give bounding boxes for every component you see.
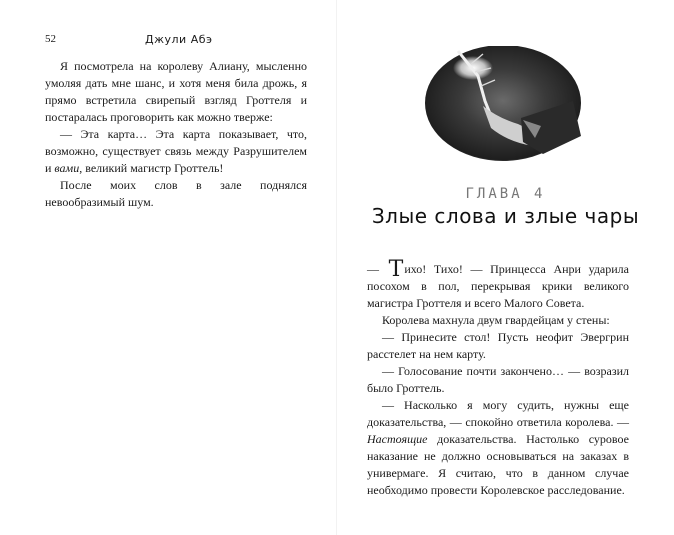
page-number: 52 — [45, 33, 56, 45]
emphasis-text: вами — [54, 161, 80, 175]
chapter-illustration — [423, 46, 583, 161]
paragraph-text: доказательства. Настолько суровое наказание не должно основываться на заказах в универмаге. Я считаю, что в данном случае необходимо провести Королевское расследование. — [367, 432, 629, 497]
paragraph — [367, 329, 629, 363]
paragraph — [367, 363, 629, 397]
first-paragraph-text: ихо! Тихо! — Принцесса Анри ударила посохом в пол, перекрывая крики великого магистра Гроттеля и всего Малого Совета. — [367, 262, 629, 310]
paragraph — [45, 177, 307, 211]
chapter-label: ГЛАВА 4 — [465, 186, 546, 202]
right-body-text — [367, 257, 629, 499]
emphasis-text: Настоящие — [367, 432, 428, 446]
paragraph-text: После моих слов в зале поднялся невообразимый шум. — [45, 178, 307, 209]
paragraph — [45, 126, 307, 177]
paragraph-text: — Голосование почти закончено… — возразил было Гроттель. — [367, 364, 629, 395]
paragraph-text: — Эта карта… Эта карта показывает, что, возможно, существует связь между Разрушителем и — [45, 127, 307, 175]
running-head: Джули Абэ — [145, 33, 213, 46]
paragraph-text: , великий магистр Гроттель! — [79, 161, 224, 175]
right-page — [337, 0, 674, 535]
opening-dash: — — [367, 262, 379, 276]
paragraph — [367, 397, 629, 499]
chapter-title: Злые слова и злые чары — [371, 204, 640, 228]
paragraph — [45, 58, 307, 126]
paragraph-text: — Принесите стол! Пусть неофит Эвергрин расстелет на нем карту. — [367, 330, 629, 361]
left-body-text — [45, 58, 307, 211]
paragraph-text: — Насколько я могу судить, нужны еще доказательства, — спокойно ответила королева. — — [367, 398, 629, 429]
paragraph-text: Королева махнула двум гвардейцам у стены: — [382, 313, 610, 327]
paragraph — [367, 312, 629, 329]
right-paragraphs — [367, 312, 629, 499]
drop-cap: Т — [388, 257, 404, 282]
paragraph-text: Я посмотрела на королеву Алиану, мысленно умоляя дать мне шанс, и хотя меня била дрожь, я прямо встретила свирепый взгляд Гроттеля и постаралась проговорить как можно тверже: — [45, 59, 307, 124]
first-paragraph — [367, 257, 629, 312]
